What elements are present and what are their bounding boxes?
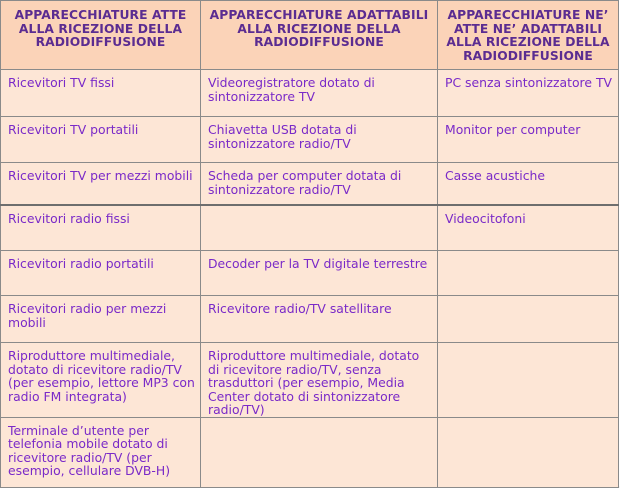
table-header-row	[1, 1, 619, 70]
table-row	[1, 205, 619, 251]
table-cell: Ricevitori TV fissi	[1, 70, 201, 117]
table-cell: Riproduttore multimediale, dotato di ricevitore radio/TV (per esempio, lettore MP3 con radio FM integrata)	[1, 343, 201, 418]
table-cell	[438, 251, 619, 296]
table-cell	[201, 205, 438, 251]
table-cell: Casse acustiche	[438, 163, 619, 205]
table-cell: Ricevitori radio per mezzi mobili	[1, 296, 201, 343]
table-cell: PC senza sintonizzatore TV	[438, 70, 619, 117]
table-cell: Videocitofoni	[438, 205, 619, 251]
table-cell: Chiavetta USB dotata di sintonizzatore radio/TV	[201, 117, 438, 163]
table-cell: Decoder per la TV digitale terrestre	[201, 251, 438, 296]
column-header-adattabili: APPARECCHIATURE ADATTABILI ALLA RICEZIONE DELLA RADIODIFFUSIONE	[201, 1, 438, 70]
table-row	[1, 117, 619, 163]
table-cell: Monitor per computer	[438, 117, 619, 163]
table-row	[1, 343, 619, 418]
table-row	[1, 70, 619, 117]
table-cell: Riproduttore multimediale, dotato di ricevitore radio/TV, senza trasduttori (per esempio, Media Center dotato di sintonizzatore radio/TV)	[201, 343, 438, 418]
table-cell: Ricevitori TV per mezzi mobili	[1, 163, 201, 205]
table-cell: Ricevitore radio/TV satellitare	[201, 296, 438, 343]
table-cell	[201, 417, 438, 487]
table-cell: Ricevitori radio portatili	[1, 251, 201, 296]
table-cell: Videoregistratore dotato di sintonizzatore TV	[201, 70, 438, 117]
table-row	[1, 163, 619, 205]
table-cell: Ricevitori radio fissi	[1, 205, 201, 251]
table-cell	[438, 296, 619, 343]
table-row	[1, 251, 619, 296]
column-header-atte: APPARECCHIATURE ATTE ALLA RICEZIONE DELLA RADIODIFFUSIONE	[1, 1, 201, 70]
table-cell: Terminale d’utente per telefonia mobile dotato di ricevitore radio/TV (per esempio, cellulare DVB-H)	[1, 417, 201, 487]
table-cell	[438, 417, 619, 487]
column-header-non-atte: APPARECCHIATURE NE’ ATTE NE’ ADATTABILI ALLA RICEZIONE DELLA RADIODIFFUSIONE	[438, 1, 619, 70]
table-cell: Scheda per computer dotata di sintonizzatore radio/TV	[201, 163, 438, 205]
table-row	[1, 296, 619, 343]
table-row	[1, 417, 619, 487]
table-cell: Ricevitori TV portatili	[1, 117, 201, 163]
table-cell	[438, 343, 619, 418]
